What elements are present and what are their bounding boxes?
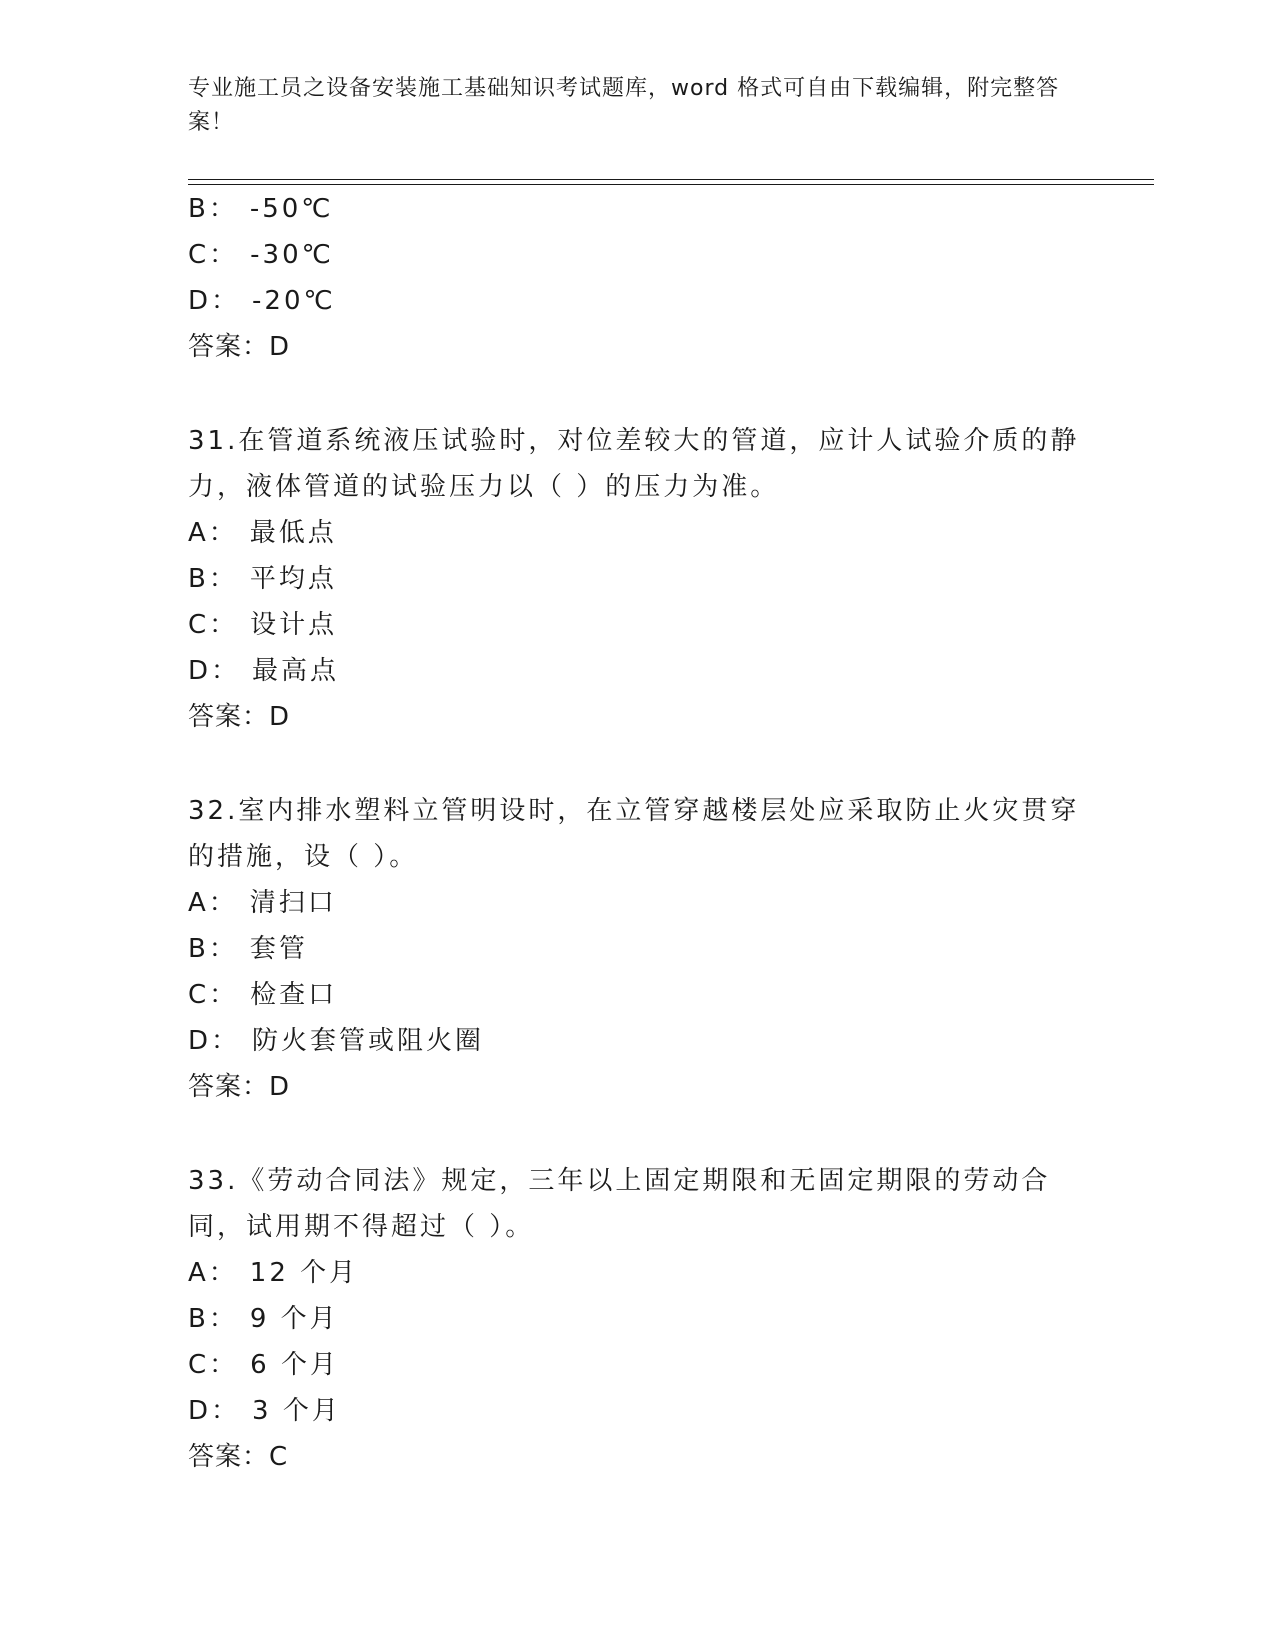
question-list <box>188 186 1088 1480</box>
option-b <box>188 556 1088 602</box>
option-value: 防火套管或阻火圈 <box>252 1026 485 1056</box>
option-value: 9 个月 <box>249 1304 339 1334</box>
option-b <box>188 1296 1088 1342</box>
option-key: B： <box>188 194 238 224</box>
option-d <box>188 648 1088 694</box>
option-value: 最高点 <box>252 656 340 686</box>
option-value: -50℃ <box>249 194 334 224</box>
option-key: C： <box>188 1350 239 1380</box>
option-key: B： <box>188 564 238 594</box>
option-value: 6 个月 <box>250 1350 339 1380</box>
option-key: C： <box>188 240 239 270</box>
question-block-partial <box>188 186 1088 370</box>
option-a <box>188 510 1088 556</box>
option-value: 设计点 <box>250 610 338 640</box>
option-c <box>188 232 1088 278</box>
option-value: 套管 <box>249 934 308 964</box>
option-key: C： <box>188 980 239 1010</box>
option-key: D： <box>188 1026 241 1056</box>
option-c <box>188 602 1088 648</box>
question-stem: 32.室内排水塑料立管明设时，在立管穿越楼层处应采取防止火灾贯穿的措施，设（ ）。 <box>188 796 1080 872</box>
option-d <box>188 278 1088 324</box>
answer-line: 答案：C <box>188 1442 289 1472</box>
option-key: B： <box>188 1304 238 1334</box>
option-key: D： <box>188 656 241 686</box>
option-c <box>188 972 1088 1018</box>
option-value: 3 个月 <box>252 1396 341 1426</box>
option-key: C： <box>188 610 239 640</box>
question-block-33 <box>188 1158 1088 1480</box>
option-d <box>188 1388 1088 1434</box>
option-value: 清扫口 <box>249 888 337 918</box>
option-value: 检查口 <box>250 980 338 1010</box>
option-a <box>188 1250 1088 1296</box>
option-key: B： <box>188 934 238 964</box>
answer-line: 答案：D <box>188 1072 291 1102</box>
header-divider-top <box>188 179 1154 180</box>
option-b <box>188 186 1088 232</box>
option-value: -30℃ <box>250 240 334 270</box>
option-key: A： <box>188 518 238 548</box>
option-d <box>188 1018 1088 1064</box>
document-header: 专业施工员之设备安装施工基础知识考试题库，word 格式可自由下载编辑，附完整答案！ <box>188 76 1060 135</box>
question-stem: 33.《劳动合同法》规定，三年以上固定期限和无固定期限的劳动合同，试用期不得超过（ ）。 <box>188 1166 1051 1242</box>
option-value: 12 个月 <box>249 1258 359 1288</box>
answer-line: 答案：D <box>188 702 291 732</box>
option-key: D： <box>188 286 241 316</box>
option-c <box>188 1342 1088 1388</box>
option-key: A： <box>188 1258 238 1288</box>
question-block-31 <box>188 418 1088 740</box>
option-value: 最低点 <box>249 518 337 548</box>
header-divider-bottom <box>188 184 1154 185</box>
option-value: -20℃ <box>252 286 336 316</box>
question-block-32 <box>188 788 1088 1110</box>
option-a <box>188 880 1088 926</box>
answer-line: 答案：D <box>188 332 291 362</box>
option-value: 平均点 <box>249 564 337 594</box>
option-key: A： <box>188 888 238 918</box>
option-b <box>188 926 1088 972</box>
question-stem: 31.在管道系统液压试验时，对位差较大的管道，应计人试验介质的静力，液体管道的试验压力以（ ）的压力为准。 <box>188 426 1080 502</box>
option-key: D： <box>188 1396 241 1426</box>
